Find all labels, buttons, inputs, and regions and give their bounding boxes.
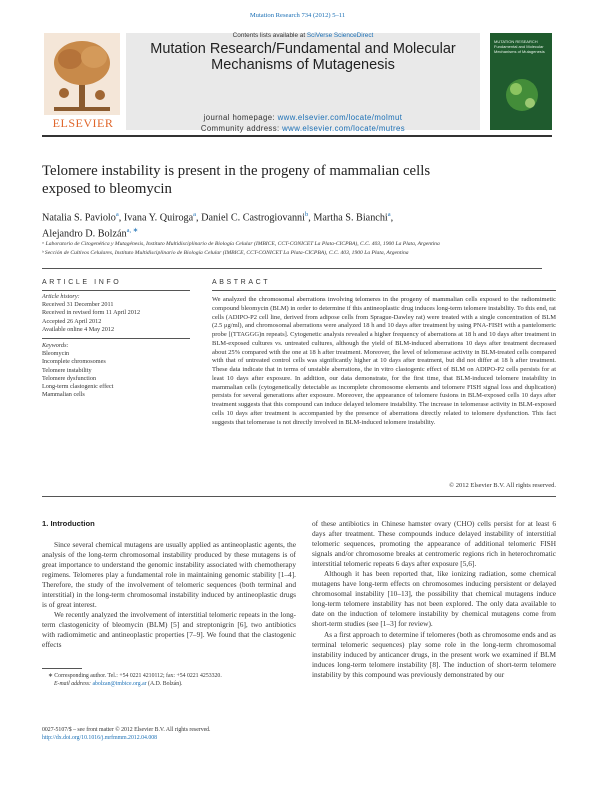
history-item: Accepted 26 April 2012 [42,317,102,325]
keyword-item: Telomere instability [42,366,92,374]
community-link[interactable]: www.elsevier.com/locate/mutres [282,124,406,133]
divider [42,268,542,269]
divider [212,290,556,291]
affiliation-marker[interactable]: a [387,211,391,218]
article-info-heading: ARTICLE INFO [42,279,122,286]
sciencedirect-link[interactable]: SciVerse ScienceDirect [306,32,374,39]
doi-link[interactable]: http://dx.doi.org/10.1016/j.mrfmmm.2012.04.008 [42,735,158,742]
abstract-heading: ABSTRACT [212,279,271,286]
front-matter-footer [42,726,342,743]
journal-header [42,25,552,137]
abstract-text: We analyzed the chromosomal aberrations involving telomeres in the progeny of mammalian cells exposed to the radiomimetic compound bleomycin (BLM) in order to determine if this antineoplastic drug induces long-term telomere instability. To this end, rat cells (ADIPO-P2 cell line, derived from adipose cells from Sprague-Dawley rat) were treated with a single concentration of BLM (2.5 μg/ml), and chromosomal aberrations were analyzed 18 h and 10 days after treatment by using PNA-FISH with a pantelomeric probe [(TTAGGG)n repeats]. Cytogenetic analysis revealed a higher frequency of aberrations at 18 h and 10 days after treatment in BLM-exposed cultures vs. untreated cultures, although the yield of BLM-induced aberrations 10 days after treatment decreased about 25% compared with the one at 18 h after treatment. Moreover, the level of telomerase activity in BLM-treated cells compared with that of untreated control cells was significantly higher at 10 days after treatment, but did not differ at 18 h after treatment. These data indicate that in terms of unstable aberrations, the in vitro clastogenic effect of BLM on ADIPO-P2 cells persists for at least 10 days after exposure. In addition, our data demonstrate, for the first time, that BLM-induced telomere instability in mammalian cells (cytogenetically detectable as incomplete chromosome elements and telomere FISH signal loss and duplication) persists for several generations after exposure. Moreover, the appearance of telomere fusions in BLM-exposed cells 10 days after treatment suggests that this compound can induce delayed telomere instability. The increase in telomerase activity in BLM-exposed cells 10 days after treatment is accompanied by the presence of aberrations directly related to telomere dysfunction. This fact suggests that telomerase is not directly involved in BLM-induced telomere instability. [212,296,556,426]
keyword-item: Bleomycin [42,350,70,358]
copyright-notice: © 2012 Elsevier B.V. All rights reserved. [449,482,556,489]
paragraph: of these antibiotics in Chinese hamster ovary (CHO) cells persist for at least 6 days after treatment. These compounds induce delayed instability of interstitial telomeric sequences, promoting the appearance of additional telomeric FISH signals and/or chromosome breaks at centromeric regions rich in heterochromatic interstitial telomeric repeats 6 days after exposure [5,6]. [312,519,556,569]
affiliation-marker[interactable]: a [193,211,197,218]
email-line [42,680,302,688]
publisher-name: ELSEVIER [52,116,114,130]
article-info [42,293,190,399]
author-separator: , [390,212,394,224]
journal-masthead [126,32,480,133]
journal-cover-image [490,33,552,130]
paragraph: Although it has been reported that, like ionizing radiation, some chemical mutagens have long-term effects on chromosomes inducing persistent or delayed chromosomal instability [10–13], the possibility that chemical mutagens induce long-term telomere instability has not been explored. The only data available to date on the induction of telomere instability by chemical mutagens come from short-term studies (see [1–3] for review). [312,569,556,629]
history-item: Received 31 December 2011 [42,301,114,309]
corresponding-author-note: ∗ Corresponding author. Tel.: +54 0221 4210112; fax: +54 0221 4253320. [48,673,222,679]
contents-prefix: Contents lists available at [232,32,307,39]
keyword-item: Mammalian cells [42,391,85,399]
affiliation-b: ᵇ Sección de Cultivos Celulares, Instituto Multidisciplinario de Biología Celular (IMBICE, CCT-CONICET La Plata-CICPBA), C.C. 403, 1900 La Plata, Argentina [42,250,409,256]
history-item: Received in revised form 11 April 2012 [42,309,141,317]
community-label: Community address: [200,124,283,133]
paragraph: As a first approach to determine if telomeres (both as chromosome ends and as terminal telomeric sequences) play some role in the long-term chromosomal instability induced by anticancer drugs, in the present work we examined if BLM induces long-term telomere instability [8]. The induction of short-term telomere instability by this compound was previously demonstrated by our [312,629,556,679]
keyword-item: Incomplete chromosomes [42,358,106,366]
journal-citation[interactable]: Mutation Research 734 (2012) 5–11 [249,12,346,19]
cover-art-icon [490,33,552,130]
body-column-left [42,540,296,651]
author-name: , Martha S. Bianchi [308,212,388,224]
footnote [42,672,302,689]
affiliation-marker[interactable]: b [304,211,309,218]
article-title-line1: Telomere instability is present in the progeny of mammalian cells [42,163,431,179]
footnote-divider [42,668,82,669]
homepage-line [126,113,480,122]
issn-line: 0027-5107/$ – see front matter © 2012 Elsevier B.V. All rights reserved. [42,727,211,733]
journal-title-line1: Mutation Research/Fundamental and Molecular [150,41,456,57]
body-column-right [312,519,556,680]
paragraph: Since several chemical mutagens are usually applied as antineoplastic agents, the analysis of the long-term chromosomal instability produced by these mutagens is of great importance to understand the genomic instability associated with chemotherapy regimens. Telomeres play a fundamental role in maintaining genomic stability [1–4]. Therefore, the study of the involvement of telomeric sequences (both terminal and interstitial) in the long-term chromosomal instability induced by antineoplastic drugs is of great interest. [42,540,296,610]
history-label: Article history: [42,293,80,300]
homepage-label: journal homepage: [203,113,278,122]
authors-line2 [42,224,542,240]
journal-title [126,41,480,73]
keyword-item: Telomere dysfunction [42,374,97,382]
divider [42,338,190,339]
cover-title: MUTATION RESEARCH Fundamental and Molecular Mechanisms of Mutagenesis [494,39,545,54]
keywords-label: Keywords: [42,342,69,350]
author-list [42,208,542,241]
contents-line [126,32,480,39]
authors-line1 [42,208,542,224]
divider [42,290,190,291]
elsevier-logo [44,33,120,129]
email-label: E-mail address: [54,681,93,688]
email-suffix: (A.D. Bolzán). [146,681,183,688]
homepage-link[interactable]: www.elsevier.com/locate/molmut [277,113,403,122]
journal-title-line2: Mechanisms of Mutagenesis [211,57,395,73]
keyword-item: Long-term clastogenic effect [42,383,114,391]
tree-icon [44,33,120,115]
author-name: Alejandro D. Bolzán [42,228,127,240]
corresponding-author-marker[interactable]: a, ∗ [126,227,139,235]
article-title-line2: exposed to bleomycin [42,181,172,197]
affiliation-a: ᵃ Laboratorio de Citogenética y Mutagénesis, Instituto Multidisciplinario de Biología Celular (IMBICE, CCT-CONICET La Plata-CICPBA), C.C. 403, 1900 La Plata, Argentina [42,241,440,247]
section-heading: 1. Introduction [42,519,95,528]
community-line [126,124,480,133]
paragraph: We recently analyzed the involvement of interstitial telomeric repeats in the long-term clastogenicity of bleomycin (BLM) [5] and streptonigrin [6], two antibiotics with radiomimetic and antineoplastic properties [7–9]. We found that the clastogenic effects [42,610,296,650]
affiliations [42,240,562,258]
author-name: Natalia S. Paviolo [42,212,116,224]
history-item: Available online 4 May 2012 [42,325,115,333]
article-title [42,162,542,198]
divider [42,496,556,497]
author-name: , Daniel C. Castrogiovanni [196,212,305,224]
email-link[interactable]: abolzan@imbice.org.ar [92,681,147,688]
author-name: , Ivana Y. Quiroga [118,212,194,224]
affiliation-marker[interactable]: a [115,211,119,218]
